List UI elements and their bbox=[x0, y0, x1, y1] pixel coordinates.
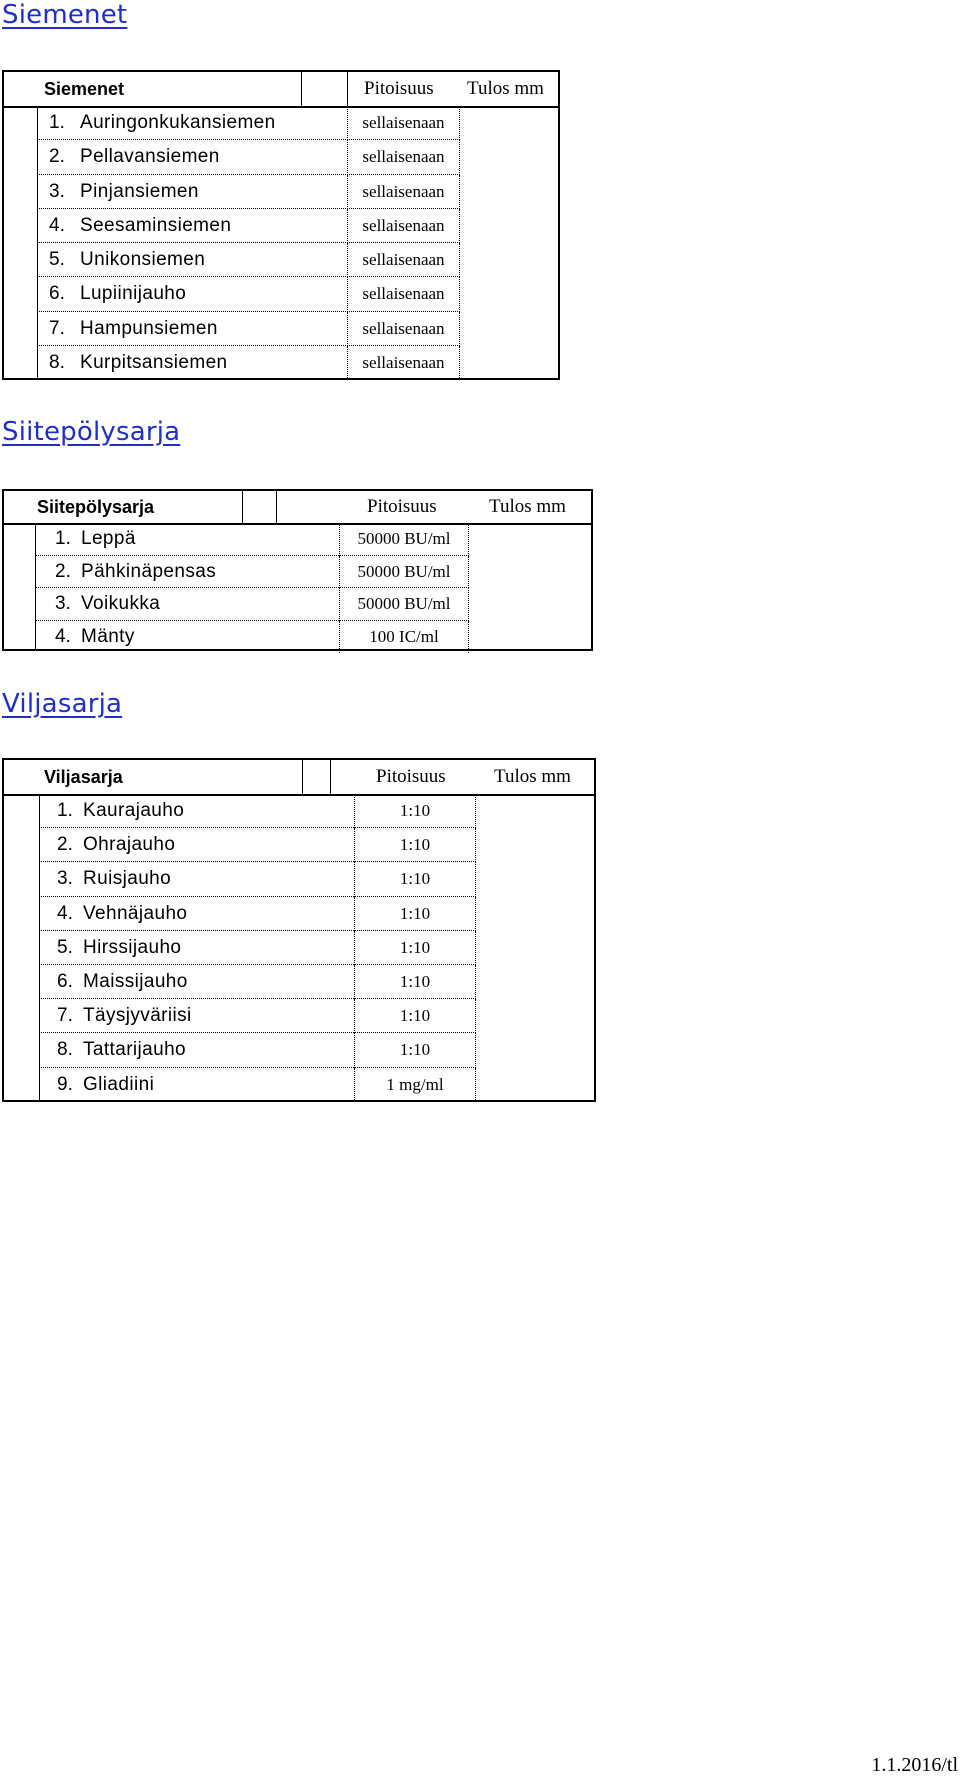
row-concentration: 1:10 bbox=[354, 999, 476, 1033]
section-title-siemenet: Siemenet bbox=[2, 0, 128, 30]
row-concentration: sellaisenaan bbox=[347, 243, 460, 277]
table-row bbox=[4, 1068, 594, 1102]
row-number: 7. bbox=[49, 317, 65, 339]
row-number: 2. bbox=[55, 560, 71, 582]
header-concentration: Pitoisuus bbox=[376, 766, 446, 787]
row-concentration: 1:10 bbox=[354, 897, 476, 931]
row-name: Kurpitsansiemen bbox=[80, 351, 228, 373]
header-result: Tulos mm bbox=[467, 78, 544, 99]
row-name: Kaurajauho bbox=[83, 800, 185, 822]
header-name: Viljasarja bbox=[44, 766, 123, 787]
row-name: Vehnäjauho bbox=[83, 902, 188, 924]
table-row bbox=[4, 556, 591, 589]
row-concentration: sellaisenaan bbox=[347, 140, 460, 174]
header-name: Siitepölysarja bbox=[37, 496, 155, 517]
row-number: 6. bbox=[57, 971, 73, 993]
row-number: 6. bbox=[49, 283, 65, 305]
table-header bbox=[4, 72, 558, 108]
row-name: Leppä bbox=[81, 528, 136, 550]
row-number: 4. bbox=[55, 625, 71, 647]
table-row bbox=[4, 175, 558, 209]
table-viljasarja bbox=[2, 758, 596, 1102]
row-number: 3. bbox=[55, 593, 71, 615]
header-divider bbox=[347, 72, 348, 106]
table-row bbox=[4, 965, 594, 999]
row-concentration: sellaisenaan bbox=[347, 175, 460, 209]
table-row bbox=[4, 277, 558, 311]
row-number: 4. bbox=[49, 214, 65, 236]
row-concentration: 50000 BU/ml bbox=[339, 556, 469, 589]
row-number: 4. bbox=[57, 902, 73, 924]
table-siemenet bbox=[2, 70, 560, 380]
row-concentration: 100 IC/ml bbox=[339, 621, 469, 654]
table-row bbox=[4, 312, 558, 346]
row-number: 3. bbox=[49, 180, 65, 202]
header-divider bbox=[276, 491, 277, 523]
row-concentration: 1:10 bbox=[354, 828, 476, 862]
row-concentration: 50000 BU/ml bbox=[339, 523, 469, 556]
table-row bbox=[4, 794, 594, 828]
table-row bbox=[4, 209, 558, 243]
row-number: 1. bbox=[49, 112, 65, 134]
row-number: 1. bbox=[57, 800, 73, 822]
row-name: Ohrajauho bbox=[83, 834, 176, 856]
header-divider bbox=[302, 760, 303, 794]
row-name: Täysjyväriisi bbox=[83, 1005, 192, 1027]
header-concentration: Pitoisuus bbox=[367, 496, 437, 517]
table-header bbox=[4, 491, 591, 525]
row-concentration: 1:10 bbox=[354, 931, 476, 965]
row-name: Lupiinijauho bbox=[80, 283, 187, 305]
row-name: Pinjansiemen bbox=[80, 180, 199, 202]
row-number: 5. bbox=[49, 249, 65, 271]
row-concentration: sellaisenaan bbox=[347, 346, 460, 380]
row-number: 1. bbox=[55, 528, 71, 550]
table-row bbox=[4, 523, 591, 556]
row-name: Tattarijauho bbox=[83, 1039, 187, 1061]
table-row bbox=[4, 588, 591, 621]
row-name: Pellavansiemen bbox=[80, 146, 220, 168]
row-name: Pähkinäpensas bbox=[81, 560, 217, 582]
table-row bbox=[4, 621, 591, 654]
table-row bbox=[4, 346, 558, 380]
row-name: Voikukka bbox=[81, 593, 161, 615]
table-row bbox=[4, 999, 594, 1033]
row-name: Ruisjauho bbox=[83, 868, 172, 890]
row-name: Unikonsiemen bbox=[80, 249, 206, 271]
row-concentration: sellaisenaan bbox=[347, 106, 460, 140]
row-concentration: 1:10 bbox=[354, 965, 476, 999]
table-row bbox=[4, 897, 594, 931]
table-row bbox=[4, 862, 594, 896]
row-number: 7. bbox=[57, 1005, 73, 1027]
row-name: Auringonkukansiemen bbox=[80, 112, 276, 134]
section-title-siitepolysarja: Siitepölysarja bbox=[2, 417, 181, 447]
row-number: 2. bbox=[57, 834, 73, 856]
header-divider bbox=[242, 491, 243, 523]
header-result: Tulos mm bbox=[489, 496, 566, 517]
table-row bbox=[4, 106, 558, 140]
table-row bbox=[4, 931, 594, 965]
table-header bbox=[4, 760, 594, 796]
row-concentration: 1 mg/ml bbox=[354, 1068, 476, 1102]
row-name: Seesaminsiemen bbox=[80, 214, 232, 236]
row-concentration: 1:10 bbox=[354, 1033, 476, 1067]
row-name: Maissijauho bbox=[83, 971, 188, 993]
row-concentration: 1:10 bbox=[354, 862, 476, 896]
row-name: Mänty bbox=[81, 625, 135, 647]
row-number: 9. bbox=[57, 1073, 73, 1095]
row-number: 3. bbox=[57, 868, 73, 890]
row-concentration: sellaisenaan bbox=[347, 312, 460, 346]
section-title-viljasarja: Viljasarja bbox=[2, 689, 123, 719]
table-row bbox=[4, 828, 594, 862]
row-concentration: sellaisenaan bbox=[347, 277, 460, 311]
header-divider bbox=[301, 72, 302, 106]
footer-date: 1.1.2016/tl bbox=[871, 1754, 958, 1776]
table-row bbox=[4, 1033, 594, 1067]
row-name: Hirssijauho bbox=[83, 936, 182, 958]
row-concentration: 50000 BU/ml bbox=[339, 588, 469, 621]
header-result: Tulos mm bbox=[494, 766, 571, 787]
row-number: 8. bbox=[57, 1039, 73, 1061]
row-number: 2. bbox=[49, 146, 65, 168]
header-concentration: Pitoisuus bbox=[364, 78, 434, 99]
row-number: 8. bbox=[49, 351, 65, 373]
table-siitepolysarja bbox=[2, 489, 593, 651]
row-name: Gliadiini bbox=[83, 1073, 155, 1095]
header-name: Siemenet bbox=[44, 78, 125, 99]
row-concentration: sellaisenaan bbox=[347, 209, 460, 243]
table-row bbox=[4, 243, 558, 277]
row-concentration: 1:10 bbox=[354, 794, 476, 828]
header-divider bbox=[330, 760, 331, 794]
table-row bbox=[4, 140, 558, 174]
row-number: 5. bbox=[57, 936, 73, 958]
row-name: Hampunsiemen bbox=[80, 317, 218, 339]
